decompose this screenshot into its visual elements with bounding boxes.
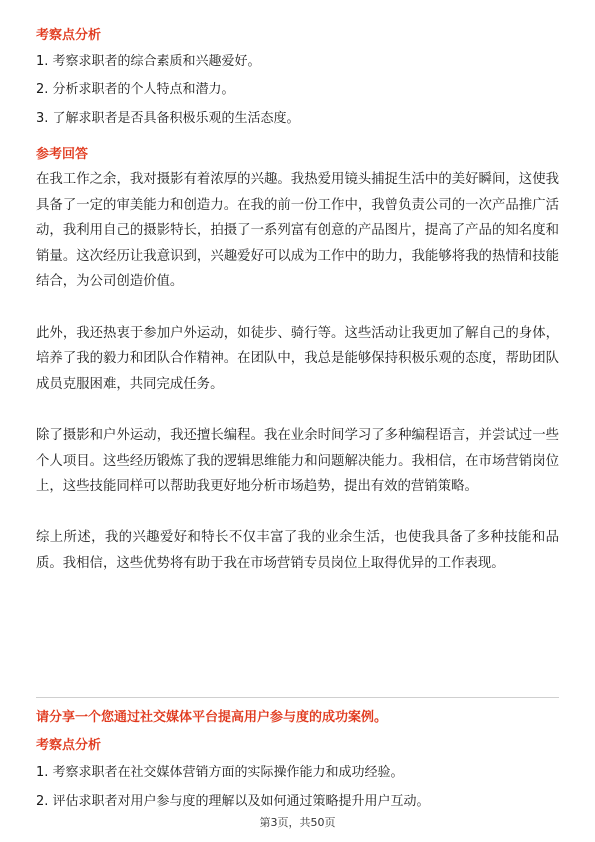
list-item: 1. 考察求职者的综合素质和兴趣爱好。 [36,54,261,69]
answer-paragraph: 在我工作之余，我对摄影有着浓厚的兴趣。我热爱用镜头捕捉生活中的美好瞬间，这使我具备了一定的审美能力和创造力。在我的前一份工作中，我曾负责公司的一次产品推广活动，我利用自己的摄影特长，拍摄了一系列富有创意的产品图片，提高了产品的知名度和销量。这次经历让我意识到，兴趣爱好可以成为工作中的助力，我能够将我的热情和技能结合，为公司创造价值。 [36,172,559,290]
answer-body [36,167,559,577]
page-footer: 第3页，共50页 [259,816,336,829]
section-divider [36,697,559,698]
list-item: 2. 分析求职者的个人特点和潜力。 [36,82,235,97]
section-analysis-1 [36,27,559,45]
answer-paragraph: 综上所述，我的兴趣爱好和特长不仅丰富了我的业余生活，也使我具备了多种技能和品质。我相信，这些优势将有助于我在市场营销专员岗位上取得优异的工作表现。 [36,530,559,571]
analysis-list-1 [36,53,559,71]
answer-heading: 参考回答 [36,147,89,162]
analysis-list-2b [36,793,559,811]
section-heading: 考察点分析 [36,28,102,43]
answer-paragraph: 除了摄影和户外运动，我还擅长编程。我在业余时间学习了多种编程语言，并尝试过一些个人项目。这些经历锻炼了我的逻辑思维能力和问题解决能力。我相信，在市场营销岗位上，这些技能同样可以帮助我更好地分析市场趋势，提出有效的营销策略。 [36,427,559,495]
section-analysis-2 [36,737,559,755]
analysis-list-1c [36,110,559,128]
analysis-list-2 [36,764,559,782]
list-item: 3. 了解求职者是否具备积极乐观的生活态度。 [36,111,300,126]
question-wrap [36,709,559,727]
list-item: 2. 评估求职者对用户参与度的理解以及如何通过策略提升用户互动。 [36,794,430,809]
list-item: 1. 考察求职者在社交媒体营销方面的实际操作能力和成功经验。 [36,765,404,780]
section-heading: 考察点分析 [36,738,102,753]
answer-heading-wrap [36,146,559,164]
answer-paragraph: 此外，我还热衷于参加户外运动，如徒步、骑行等。这些活动让我更加了解自己的身体，培养了我的毅力和团队合作精神。在团队中，我总是能够保持积极乐观的态度，帮助团队成员克服困难，共同完成任务。 [36,325,559,392]
question-title: 请分享一个您通过社交媒体平台提高用户参与度的成功案例。 [36,710,388,725]
analysis-list-1b [36,81,559,99]
